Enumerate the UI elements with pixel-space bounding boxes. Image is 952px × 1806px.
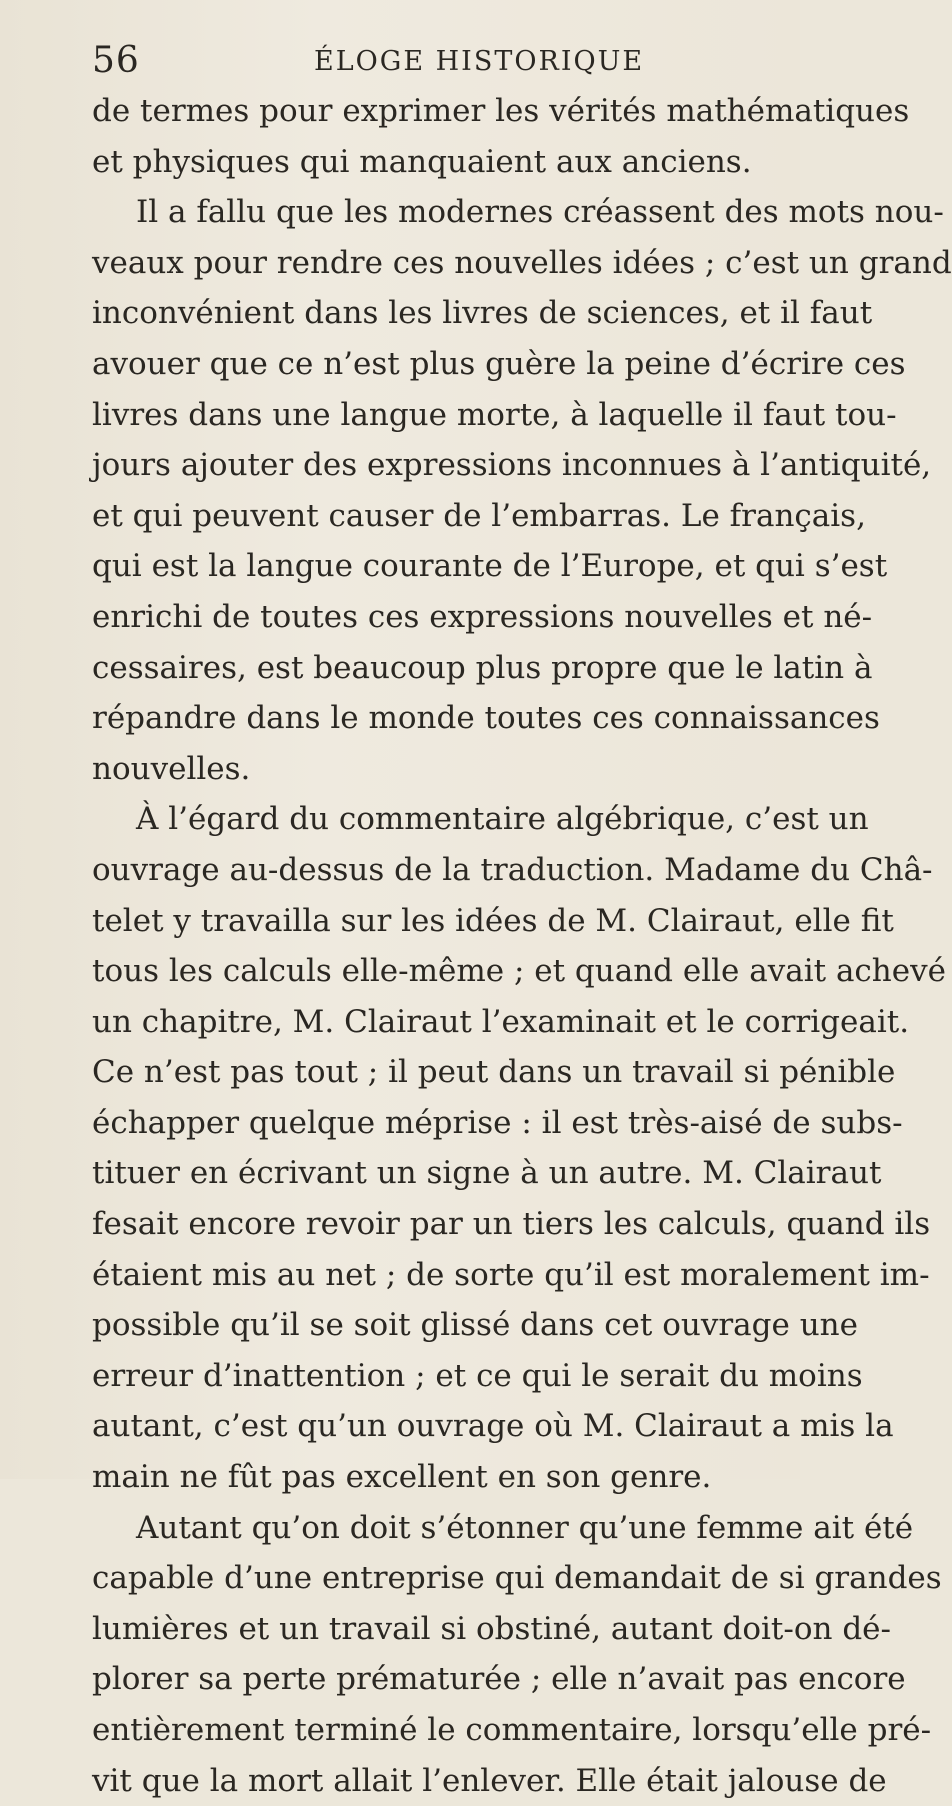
text-line: un chapitre, M. Clairaut l’examinait et le corrigeait. — [92, 1003, 910, 1040]
text-line: qui est la langue courante de l’Europe, et qui s’est — [92, 548, 888, 585]
text-line: vit que la mort allait l’enlever. Elle était jalouse de — [92, 1762, 887, 1799]
running-head — [92, 40, 782, 80]
text-line: jours ajouter des expressions inconnues à l’antiquité, — [92, 447, 932, 484]
text-line: livres dans une langue morte, à laquelle il faut tou- — [92, 396, 897, 433]
page-number: 56 — [92, 40, 140, 81]
text-line: et physiques qui manquaient aux anciens. — [92, 143, 752, 180]
text-line: étaient mis au net ; de sorte qu’il est moralement im- — [92, 1256, 930, 1293]
text-line: autant, c’est qu’un ouvrage où M. Clairaut a mis la — [92, 1408, 894, 1445]
text-line: cessaires, est beaucoup plus propre que le latin à — [92, 649, 873, 686]
text-line: inconvénient dans les livres de sciences, et il faut — [92, 295, 873, 332]
text-line: de termes pour exprimer les vérités mathématiques — [92, 93, 910, 129]
text-line: erreur d’inattention ; et ce qui le serait du moins — [92, 1357, 863, 1394]
text-line: enrichi de toutes ces expressions nouvelles et né- — [92, 598, 873, 635]
text-line: répandre dans le monde toutes ces connaissances — [92, 700, 880, 737]
text-line: Il a fallu que les modernes créassent des mots nou- — [136, 194, 944, 231]
text-line: entièrement terminé le commentaire, lorsqu’elle pré- — [92, 1712, 932, 1748]
body-text — [92, 86, 952, 1806]
text-line: tituer en écrivant un signe à un autre. M. Clairaut — [92, 1155, 882, 1192]
text-line: plorer sa perte prématurée ; elle n’avait pas encore — [92, 1661, 906, 1698]
text-line: lumières et un travail si obstiné, autant doit-on dé- — [92, 1610, 891, 1647]
text-line: telet y travailla sur les idées de M. Clairaut, elle fit — [92, 902, 894, 939]
text-line: possible qu’il se soit glissé dans cet ouvrage une — [92, 1307, 858, 1344]
text-line: échapper quelque méprise : il est très-aisé de subs- — [92, 1104, 903, 1141]
text-line: avouer que ce n’est plus guère la peine d’écrire ces — [92, 345, 906, 382]
text-line: À l’égard du commentaire algébrique, c’est un — [136, 801, 869, 838]
text-line: tous les calculs elle-même ; et quand elle avait achevé — [92, 953, 946, 990]
running-title: ÉLOGE HISTORIQUE — [314, 46, 645, 77]
text-line: nouvelles. — [92, 750, 251, 787]
text-line: fesait encore revoir par un tiers les calculs, quand ils — [92, 1206, 931, 1243]
text-line: Ce n’est pas tout ; il peut dans un travail si pénible — [92, 1054, 896, 1091]
text-line: et qui peuvent causer de l’embarras. Le français, — [92, 497, 866, 534]
text-line: main ne fût pas excellent en son genre. — [92, 1459, 712, 1496]
text-line: Autant qu’on doit s’étonner qu’une femme ait été — [136, 1509, 914, 1546]
text-line: veaux pour rendre ces nouvelles idées ; c’est un grand — [92, 244, 952, 281]
text-line: ouvrage au-dessus de la traduction. Madame du Châ- — [92, 851, 933, 888]
text-line: capable d’une entreprise qui demandait de si grandes — [92, 1560, 942, 1597]
